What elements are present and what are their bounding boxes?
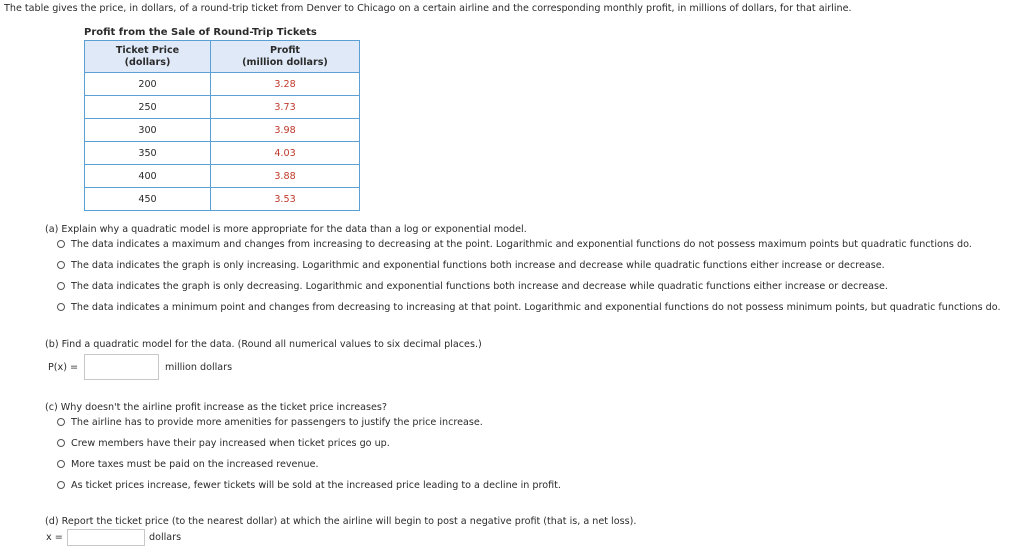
profit-cell: 3.98: [211, 119, 360, 142]
column-header-line: Ticket Price: [115, 44, 180, 56]
table-row: [85, 119, 360, 142]
price-cell: 450: [85, 188, 211, 211]
column-header-line: (dollars): [124, 56, 171, 68]
part-a-option-4[interactable]: [57, 302, 1001, 313]
profit-cell: 3.28: [211, 73, 360, 96]
p-of-x-label: P(x) =: [48, 362, 79, 373]
table-row: [85, 188, 360, 211]
radio-button[interactable]: [57, 303, 65, 311]
radio-button[interactable]: [57, 418, 65, 426]
part-a-option-2[interactable]: [57, 260, 885, 271]
radio-button[interactable]: [57, 240, 65, 248]
option-label: The data indicates the graph is only decreasing. Logarithmic and exponential functions both increase and decrease while quadratic functions either increase or decrease.: [71, 281, 888, 292]
price-cell: 300: [85, 119, 211, 142]
column-header-price: [85, 41, 211, 73]
price-cell: 200: [85, 73, 211, 96]
option-label: More taxes must be paid on the increased revenue.: [71, 459, 319, 470]
table-title: Profit from the Sale of Round-Trip Tickets: [84, 27, 317, 38]
column-header-profit: [211, 41, 360, 73]
profit-cell: 3.73: [211, 96, 360, 119]
table-row: [85, 73, 360, 96]
price-cell: 250: [85, 96, 211, 119]
table-row: [85, 96, 360, 119]
unit-label-million-dollars: million dollars: [165, 362, 233, 373]
part-b-question: (b) Find a quadratic model for the data. (Round all numerical values to six decimal places.): [45, 339, 482, 350]
price-cell: 400: [85, 165, 211, 188]
table-header-row: [85, 41, 360, 73]
ticket-price-input[interactable]: [67, 529, 145, 546]
radio-button[interactable]: [57, 261, 65, 269]
profit-table: [84, 40, 360, 211]
part-c-option-4[interactable]: [57, 480, 561, 491]
option-label: The airline has to provide more amenities for passengers to justify the price increase.: [71, 417, 483, 428]
part-c-option-2[interactable]: [57, 438, 390, 449]
option-label: The data indicates a maximum and changes from increasing to decreasing at the point. Logarithmic and exponential functions do not possess maximum points but quadratic functions do.: [71, 239, 972, 250]
radio-button[interactable]: [57, 282, 65, 290]
x-label: x =: [46, 532, 63, 543]
radio-button[interactable]: [57, 481, 65, 489]
radio-button[interactable]: [57, 460, 65, 468]
option-label: The data indicates a minimum point and changes from decreasing to increasing at that point. Logarithmic and exponential functions do not possess minimum points, but quadratic functions do.: [71, 302, 1001, 313]
unit-label-dollars: dollars: [149, 532, 182, 543]
profit-cell: 3.53: [211, 188, 360, 211]
part-c-question: (c) Why doesn't the airline profit increase as the ticket price increases?: [45, 402, 387, 413]
intro-text: The table gives the price, in dollars, of a round-trip ticket from Denver to Chicago on a certain airline and the corresponding monthly profit, in millions of dollars, for that airline.: [4, 3, 852, 14]
part-a-option-1[interactable]: [57, 239, 972, 250]
price-cell: 350: [85, 142, 211, 165]
table-row: [85, 165, 360, 188]
option-label: Crew members have their pay increased when ticket prices go up.: [71, 438, 390, 449]
profit-cell: 3.88: [211, 165, 360, 188]
profit-cell: 4.03: [211, 142, 360, 165]
radio-button[interactable]: [57, 439, 65, 447]
option-label: The data indicates the graph is only increasing. Logarithmic and exponential functions both increase and decrease while quadratic functions either increase or decrease.: [71, 260, 885, 271]
part-d-question: (d) Report the ticket price (to the nearest dollar) at which the airline will begin to post a negative profit (that is, a net loss).: [45, 516, 637, 527]
option-label: As ticket prices increase, fewer tickets will be sold at the increased price leading to a decline in profit.: [71, 480, 561, 491]
table-row: [85, 142, 360, 165]
part-c-option-3[interactable]: [57, 459, 319, 470]
column-header-line: Profit: [269, 44, 301, 56]
column-header-line: (million dollars): [242, 56, 328, 68]
quadratic-model-input[interactable]: [84, 354, 159, 380]
part-c-option-1[interactable]: [57, 417, 483, 428]
part-a-question: (a) Explain why a quadratic model is more appropriate for the data than a log or exponential model.: [45, 224, 527, 235]
part-a-option-3[interactable]: [57, 281, 888, 292]
